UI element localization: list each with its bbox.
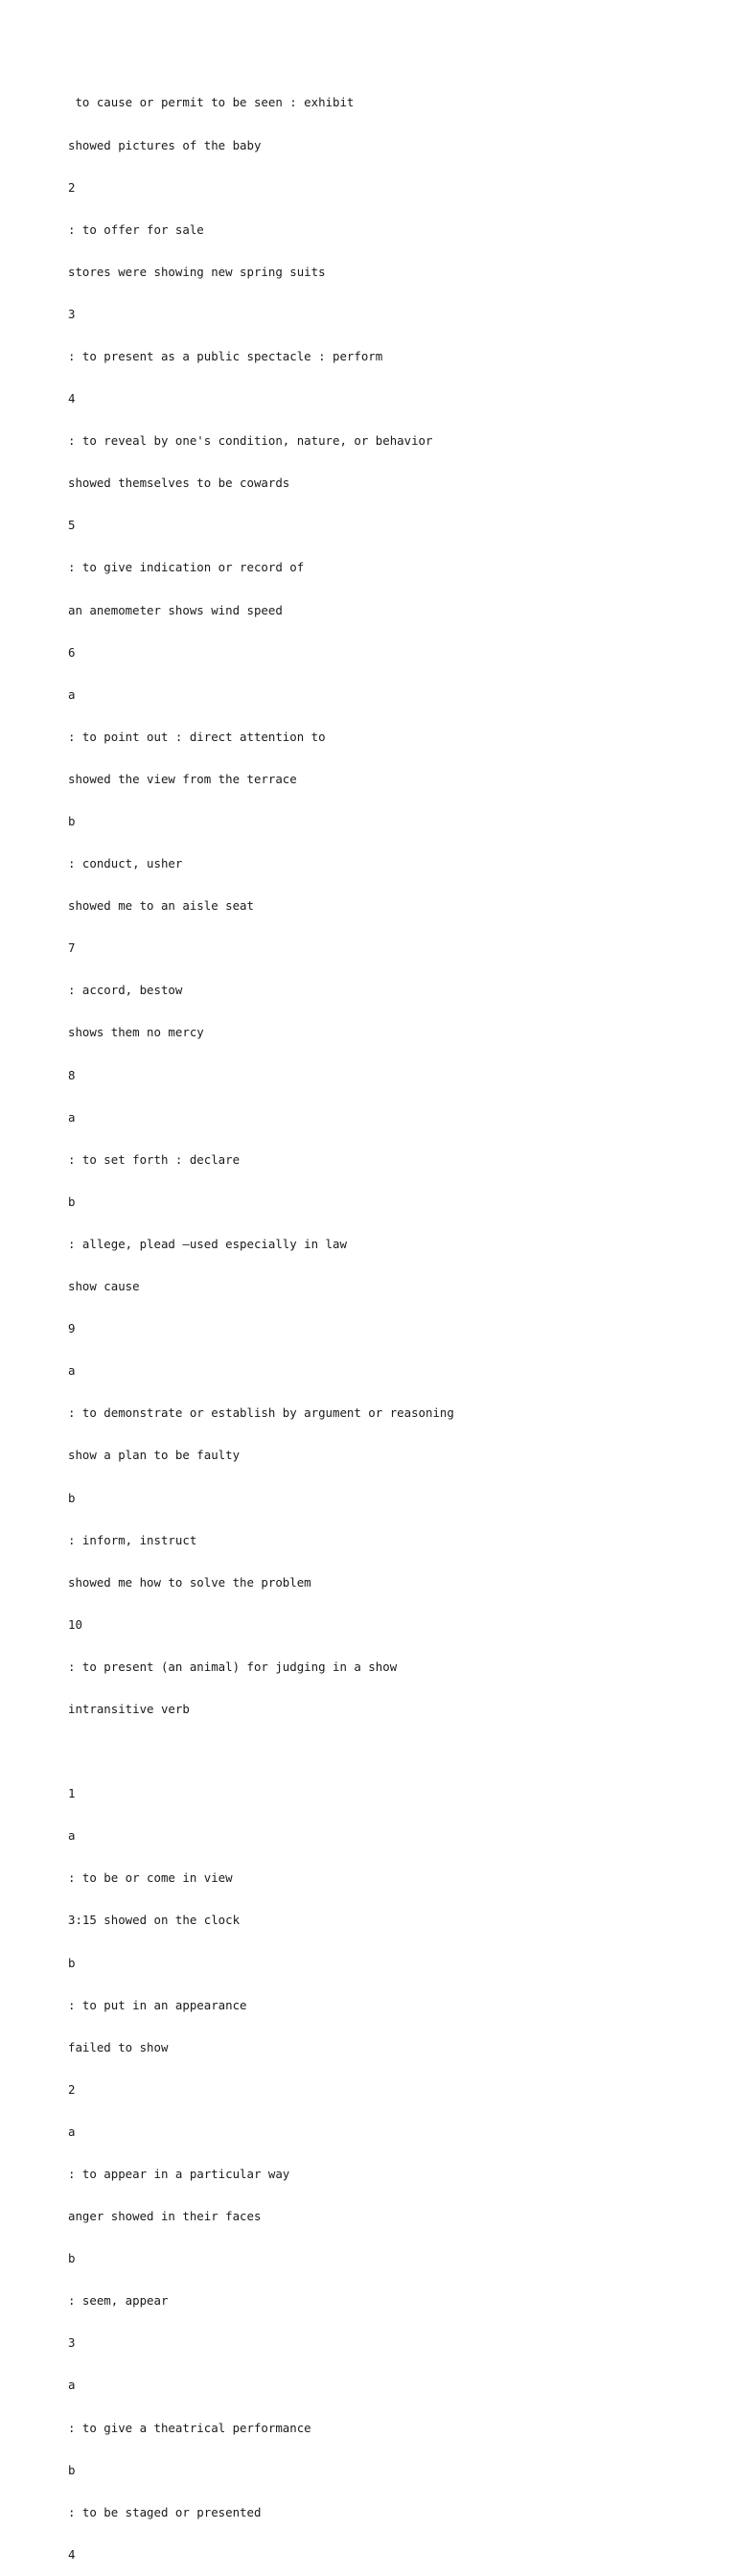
text-line: : to give a theatrical performance	[68, 2420, 311, 2435]
text-line: : to point out : direct attention to	[68, 729, 326, 744]
text-line: 1	[68, 1786, 76, 1801]
text-line: : conduct, usher	[68, 856, 183, 871]
text-line: : to be staged or presented	[68, 2504, 262, 2519]
text-line: a	[68, 686, 76, 702]
text-line: 9	[68, 1321, 76, 1336]
text-line: : to give indication or record of	[68, 560, 305, 575]
text-line: : to reveal by one's condition, nature, or behavior	[68, 433, 433, 449]
text-line: a	[68, 1363, 76, 1379]
text-line: showed themselves to be cowards	[68, 476, 290, 491]
text-line: : to present (an animal) for judging in a show	[68, 1659, 398, 1674]
text-line: : to demonstrate or establish by argument or reasoning	[68, 1405, 454, 1421]
text-line: 8	[68, 1067, 76, 1082]
text-line: b	[68, 2462, 76, 2477]
text-line: b	[68, 2251, 76, 2266]
text-line: : accord, bestow	[68, 983, 183, 998]
text-line: a	[68, 1828, 76, 1844]
text-line: an anemometer shows wind speed	[68, 602, 283, 617]
text-line: showed the view from the terrace	[68, 771, 297, 786]
text-line: showed me how to solve the problem	[68, 1574, 311, 1590]
document-body	[68, 68, 717, 2576]
text-line: : to present as a public spectacle : perform	[68, 348, 383, 363]
text-line: show cause	[68, 1279, 140, 1294]
text-line: : to put in an appearance	[68, 1997, 247, 2012]
text-line: shows them no mercy	[68, 1025, 204, 1040]
text-line: b	[68, 1955, 76, 1970]
text-line: : allege, plead —used especially in law	[68, 1236, 347, 1251]
text-line: stores were showing new spring suits	[68, 264, 326, 279]
text-line: a	[68, 2378, 76, 2393]
text-line: : seem, appear	[68, 2293, 169, 2309]
text-line: to cause or permit to be seen : exhibit	[68, 95, 355, 110]
text-line: 5	[68, 518, 76, 533]
text-line: 2	[68, 2081, 76, 2097]
text-line: : inform, instruct	[68, 1532, 197, 1547]
text-line: : to appear in a particular way	[68, 2167, 290, 2181]
text-line: show a plan to be faulty	[68, 1448, 241, 1463]
text-line: failed to show	[68, 2039, 169, 2054]
text-line: 10	[68, 1616, 82, 1632]
text-line: b	[68, 1490, 76, 1505]
text-line: showed pictures of the baby	[68, 137, 262, 152]
text-line: 3:15 showed on the clock	[68, 1913, 241, 1928]
text-line: 6	[68, 644, 76, 660]
text-line: : to offer for sale	[68, 221, 204, 237]
text-line: b	[68, 814, 76, 828]
text-line: : to set forth : declare	[68, 1151, 241, 1167]
text-line: showed me to an aisle seat	[68, 898, 254, 914]
text-line: : to be or come in view	[68, 1870, 233, 1886]
text-line: a	[68, 2123, 76, 2139]
section-heading-intransitive-verb: intransitive verb	[68, 1701, 190, 1716]
blank-line	[68, 1745, 717, 1759]
text-line: 2	[68, 179, 76, 195]
text-line: a	[68, 1109, 76, 1125]
text-line: anger showed in their faces	[68, 2209, 262, 2224]
text-line: 7	[68, 940, 76, 956]
text-line: 3	[68, 306, 76, 321]
text-line: 4	[68, 391, 76, 406]
text-line: b	[68, 1194, 76, 1209]
text-line: 4	[68, 2546, 76, 2562]
text-line: 3	[68, 2335, 76, 2351]
